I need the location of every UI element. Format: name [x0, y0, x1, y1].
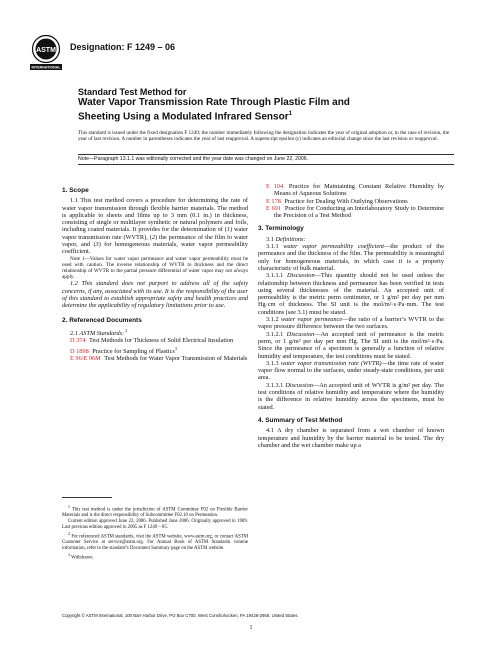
- footnote-1: $^1$ This test method is under the jurisdiction of ASTM Committee F02 on Flexible Barrier Materials and is the direct responsibility of Subcommittee F02.10 on Permeation.: [62, 504, 248, 519]
- para-3-1-1-1: 3.1.1.1 Discussion—This quantity should not be used unless the relationship between thickness and permeance has been verified in tests using several thicknesses of the material. An accepted unit of permeability is the metric perm centimeter, or 1 g/m² per day per mm Hg·cm of thickness. The SI unit is the mol/m²·s·Pa·mm. The test conditions (see 3.1) must be stated.: [258, 272, 444, 316]
- reference-item: D 1898 Practice for Sampling of Plastics$^3$: [70, 345, 177, 355]
- footnote-3: $^3$ Withdrawn.: [68, 551, 94, 561]
- title-footnote-marker: 1: [288, 110, 292, 117]
- copyright: Copyright © ASTM International, 100 Barr Harbor Drive, PO Box C700, West Conshohocken, PA 19428-2959, United States.: [62, 613, 299, 618]
- astm-logo: [30, 34, 62, 72]
- para-1-1: 1.1 This test method covers a procedure for determining the rate of water vapor transmission through flexible barrier materials. The method is applicable to sheets and films up to 3 mm (0.1 in.) in thickness, consisting of single or multilayer synthetic or natural polymers and foils, including coated materials. It provides for the determination of (1) water vapor transmission rate (WVTR), (2) the permeance of the film to water vapor, and (3) for homogeneous materials, water vapor permeability coefficient.: [62, 197, 249, 256]
- reference-item: E 691 Practice for Conducting an Interlaboratory Study to Determine the Precision of a Test Method: [266, 204, 445, 220]
- para-3-1: 3.1 Definitions:: [266, 235, 306, 243]
- para-2-1: 2.1 ASTM Standards: $^2$: [70, 327, 128, 338]
- note-1: Note 1—Values for water vapor permeance and water vapor permeability must be used with caution. The inverse relationship of WVTR to thickness and the direct relationship of WVTR to the partial pressure differential of water vapor may not always apply.: [62, 255, 248, 281]
- right-column: [258, 183, 444, 449]
- editorial-note: Note—Paragraph 13.1.1 was editorially corrected and the year date was changed on June 22, 2006.: [78, 156, 309, 162]
- reference-link[interactable]: D 1898: [70, 347, 89, 355]
- para-1-2: 1.2 This standard does not purport to address all of the safety concerns, if any, associated with its use. It is the responsibility of the user of this standard to establish appropriate safety and health practices and determine the applicability of regulatory limitations prior to use.: [62, 280, 248, 310]
- logo-label: INTERNATIONAL: [31, 65, 61, 70]
- note-bottom-rule: [78, 164, 454, 165]
- svg-text:ASTM: ASTM: [36, 47, 56, 54]
- footnote-1-approval: Current edition approved June 22, 2006. Published June 2006. Originally approved in 1989. Last previous edition approved in 2005 as F 1249 – 05.: [62, 519, 248, 530]
- section-heading-terminology: 3. Terminology: [258, 225, 304, 233]
- reference-item: E 178 Practice for Dealing With Outlying Observations: [266, 197, 408, 205]
- reference-link[interactable]: E 178: [266, 197, 281, 205]
- para-3-1-2: 3.1.2 water vapor permeance—the ratio of a barrier’s WVTR to the vapor pressure difference between the two surfaces.: [258, 316, 444, 331]
- section-heading-referenced-documents: 2. Referenced Documents: [62, 316, 142, 324]
- reference-item: D 374 Test Methods for Thickness of Solid Electrical Insulation: [70, 337, 234, 345]
- para-3-1-2-1: 3.1.2.1 Discussion—An accepted unit of permeance is the metric perm, or 1 g/m² per day per mm Hg. The SI unit is the mol/m²·s·Pa. Since the permeance of a specimen is generally a function of relative humidity and temperature, the test conditions must be stated.: [258, 330, 445, 360]
- footnote-rule: [62, 497, 112, 498]
- reference-item: E 104 Practice for Maintaining Constant Relative Humidity by Means of Aqueous Solutions: [266, 183, 444, 198]
- footnotes: [62, 504, 248, 561]
- reference-link[interactable]: E 691: [266, 204, 282, 212]
- reference-item: E 96/E 96M Test Methods for Water Vapor Transmission of Materials: [70, 355, 248, 363]
- designation: Designation: F 1249 – 06: [70, 42, 176, 52]
- page-number: 1: [249, 625, 253, 631]
- para-3-1-3: 3.1.3 water vapor transmission rate (WVTR)—the time rate of water vapor flow normal to the surfaces, under steady-state conditions, per unit area.: [258, 359, 444, 382]
- left-column: [62, 183, 248, 362]
- section-heading-scope: 1. Scope: [62, 187, 89, 194]
- footnote-2: $^2$ For referenced ASTM standards, visit the ASTM website, www.astm.org, or contact ASTM Customer Service at service@astm.org. For Annual Book of ASTM Standards volume information, refer to the standard’s Document Summary page on the ASTM website.: [62, 530, 248, 551]
- reference-link[interactable]: E 96/E 96M: [70, 355, 101, 363]
- reference-link[interactable]: D 374: [70, 337, 86, 345]
- para-4-1: 4.1 A dry chamber is separated from a wet chamber of known temperature and humidity by the barrier material to be tested. The dry chamber and the wet chamber make up a: [258, 427, 444, 449]
- para-3-1-3-1: 3.1.3.1 Discussion—An accepted unit of WVTR is g/m² per day. The test conditions of relative humidity and temperature where the humidity is the difference in relative humidity across the specimens, must be stated.: [258, 381, 444, 411]
- title-block: [78, 87, 458, 122]
- section-heading-summary: 4. Summary of Test Method: [258, 416, 343, 424]
- issuance-statement: This standard is issued under the fixed designation F 1249; the number immediately following the designation indicates the year of original adoption or, in the case of revision, the year of last revision. A number in parentheses indicates the year of last reapproval. A superscript epsilon (ε) indicates an editorial change since the last revision or reapproval.: [78, 130, 450, 143]
- note-top-rule: [78, 154, 454, 155]
- reference-link[interactable]: E 104: [266, 183, 284, 190]
- standard-kind: Standard Test Method for: [78, 87, 187, 97]
- standard-title-line1: Water Vapor Transmission Rate Through Plastic Film and: [78, 97, 350, 108]
- standard-title-line2: Sheeting Using a Modulated Infrared Sensor$^1$: [78, 110, 292, 122]
- para-3-1-1: 3.1.1 water vapor permeability coefficient—the product of the permeance and the thickness of the film. The permeability is meaningful only for homogeneous materials, in which case it is a property characteristic of bulk material.: [258, 243, 445, 272]
